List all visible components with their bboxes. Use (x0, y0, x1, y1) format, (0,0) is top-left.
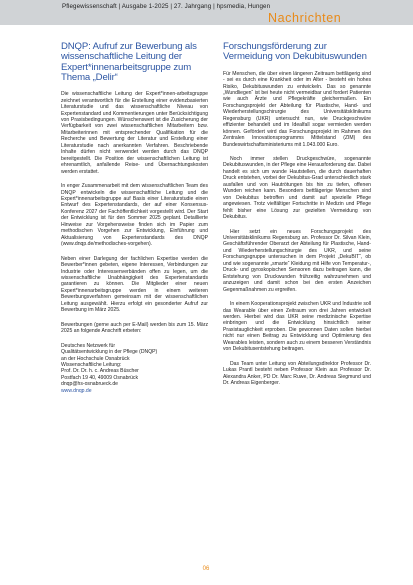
article-paragraph: Neben einer Darlegung der fachlichen Expertise werden die Bewerber*innen gebeten, eigene Interessen, Verbindungen zur Industrie oder Interessenverbänden offen zu legen, um die wissenschaftliche Unabhängigkeit des Expertenstandards garantieren zu können. Die Mitglieder einer neuen Expert*innenarbeitsgruppe werden in einem weiteren Bewerbungsverfahren gemeinsam mit der wissenschaftlichen Leitung ausgewählt. Hierzu erfolgt ein gesonderter Aufruf zur Bewerbung im März 2025. (61, 255, 208, 314)
article-paragraph: Hier setzt ein neues Forschungsprojekt des Universitätsklinikums Regensburg an. Professor Dr. Silvan Klein, Geschäftsführender Oberarzt der Abteilung für Plastische, Hand- und Wiederherstellungschirurgie des UKR, und seine Forschungsgruppe untersuchen in dem Projekt „DekuBIT“, ob und wie sogenannte „smarte“ Kleidung mit Hilfe von Temperatur-, Druck- und gyroskopischen Sensoren dazu beitragen kann, die Entstehung von Druckwunden frühzeitig wahrzunehmen und anzuzeigen und damit schon bei den ersten Anzeichen Gegenmaßnahmen zu ergreifen. (223, 228, 371, 293)
running-head: Pflegewissenschaft | Ausgabe 1-2025 | 27. Jahrgang | hpsmedia, Hungen (62, 3, 271, 10)
article-title: Forschungsförderung zur Vermeidung von Dekubituswunden (223, 41, 367, 63)
article-dnqp (61, 42, 208, 394)
website-link[interactable]: www.dnqp.de (61, 387, 92, 394)
article-paragraph: Die wissenschaftliche Leitung der Expert*innen-arbeitsgruppe zeichnet verantwortlich für die Erstellung einer evidenzbasierten Literaturstudie und das wissenschaftliche Niveau von Expertenstandard und Kommentierungen unter Berücksichtigung von Praxisbedingungen. Wünschenswert ist die Zusicherung der Verfügbarkeit von zwei wissenschaftlichen Mitarbeitern bzw. Mitarbeiterinnen mit entsprechender Qualifikation für die Recherche und Bewertung der Literatur und Erstellung einer Literaturstudie nach anerkannten Verfahren. Beschriebende Inhalte dürfen nicht verwendet werden durch das DNQP bereitgestellt. Die Position der wissenschaftlichen Leitung ist ehrenamtlich, anfallende Reise- und Übernachtungskosten werden erstattet. (61, 91, 208, 175)
article-paragraph: Bewerbungen (gerne auch per E-Mail) werden bis zum 15. März 2025 an folgende Anschrift erbeten: (61, 321, 208, 335)
article-paragraph: Noch immer stellen Druckgeschwüre, sogenannte Dekubituswunden, in der Pflege eine Herausforderung dar. Dabei handelt es sich um wunde Hautstellen, die durch dauerhaften Druck entstehen, vorbei der Dekubitus-Grad unterschiedlich stark ausfallen und von Hautrötungen bis hin zu tiefen, offenen Wunden reichen kann. Besonders bettlägerige Menschen sind von Dekubitus betroffen und damit auf spezielle Pflege angewiesen. Trotz vielfältiger Fortschritte in Medizin und Pflege fehlt bisher eine Lösung zur gezielten Vermeidung von Dekubitus. (223, 156, 371, 221)
article-paragraph: In enger Zusammenarbeit mit dem wissenschaftlichen Team des DNQP entwickeln die wissenschaftliche Leitung und die Expert*innenarbeitsgruppe auf Basis einer Literaturstudie einen Entwurf des Expertenstandards, der auf einer Konsensus-Konferenz 2027 der Fachöffentlichkeit vorgestellt wird. Der Start der Entwicklung ist für den Sommer 2025 geplant. Detaillierte Hinweise zur Vorgehensweise finden sich im Papier zum methodischen Vorgehen zur Entwicklung, Einführung und Aktualisierung von Expertenstandards des DNQP (www.dnqp.de/methodisches-vorgehen). (61, 183, 208, 248)
contact-line: Wissenschaftliche Leitung: (61, 361, 122, 368)
contact-line: Postfach 19 40, 49009 Osnabrück (61, 374, 139, 381)
contact-line: Deutsches Netzwerk für (61, 342, 116, 349)
page-number: 06 (202, 566, 210, 572)
article-dekubitus (223, 42, 371, 395)
article-title: DNQP: Aufruf zur Bewerbung als wissenschaftliche Leitung der Expert*innenarbeitsgruppe zum Thema „Delir“ (61, 41, 197, 83)
contact-line: an der Hochschule Osnabrück (61, 355, 130, 362)
article-paragraph: In einem Kooperationsprojekt zwischen UKR und Industrie soll das Wearable über einen Zeitraum von drei Jahren entwickelt werden. Hierbei wird das UKR seine medizinische Expertise einbringen und die Entwicklung hinsichtlich seiner Praxistauglichkeit erproben. Die gewonnen Daten sollen hierbei nicht nur einen Beitrag zu Entwicklung und Optimierung des Wearables leisten, sondern auch zu einem besseren Verständnis von Dekubitusentstehung beitragen. (223, 301, 371, 353)
contact-line: Qualitätsentwicklung in der Pflege (DNQP) (61, 349, 158, 356)
section-title: Nachrichten (268, 11, 342, 25)
contact-email[interactable]: dnqp@hs-osnabrueck.de (61, 381, 118, 388)
article-paragraph: Für Menschen, die über einen längeren Zeitraum bettlägerig sind - sei es durch eine Krankheit oder im Alter - besteht ein hohes Risiko, Dekubituswunden zu entwickeln. Das so genannte „Wundliegen“ ist bei heute nicht vermeidbar und fordert Patienten wie auch Ärzte und Pflegekräfte gleichermaßen. Ein Forschungsprojekt der Abteilung für Plastische, Hand- und Wiederherstellungschirurgie des Universitätsklinikums Regensburg (UKR) untersucht nun, wie Druckgeschwüre effizienter behandelt und im Idealfall sogar vermieden werden können. Gefördert wird das Forschungsprojekt im Rahmen des Zentralen Innovationsprogramms Mittelstand (ZIM) des Bundeswirtschaftsministeriums mit 1.043.000 Euro. (223, 70, 371, 148)
contact-block (61, 343, 208, 395)
contact-line: Prof. Dr. Dr. h. c. Andreas Büscher (61, 368, 139, 375)
article-paragraph: Das Team unter Leitung von Abteilungsdirektor Professor Dr. Lukas Prantl besteht neben Professor Klein aus Professor Dr. Alexandra Anker, PD Dr. Marc Ruwe, Dr. Andreas Siegmund und Dr. Andreas Eigenberger. (223, 360, 371, 387)
